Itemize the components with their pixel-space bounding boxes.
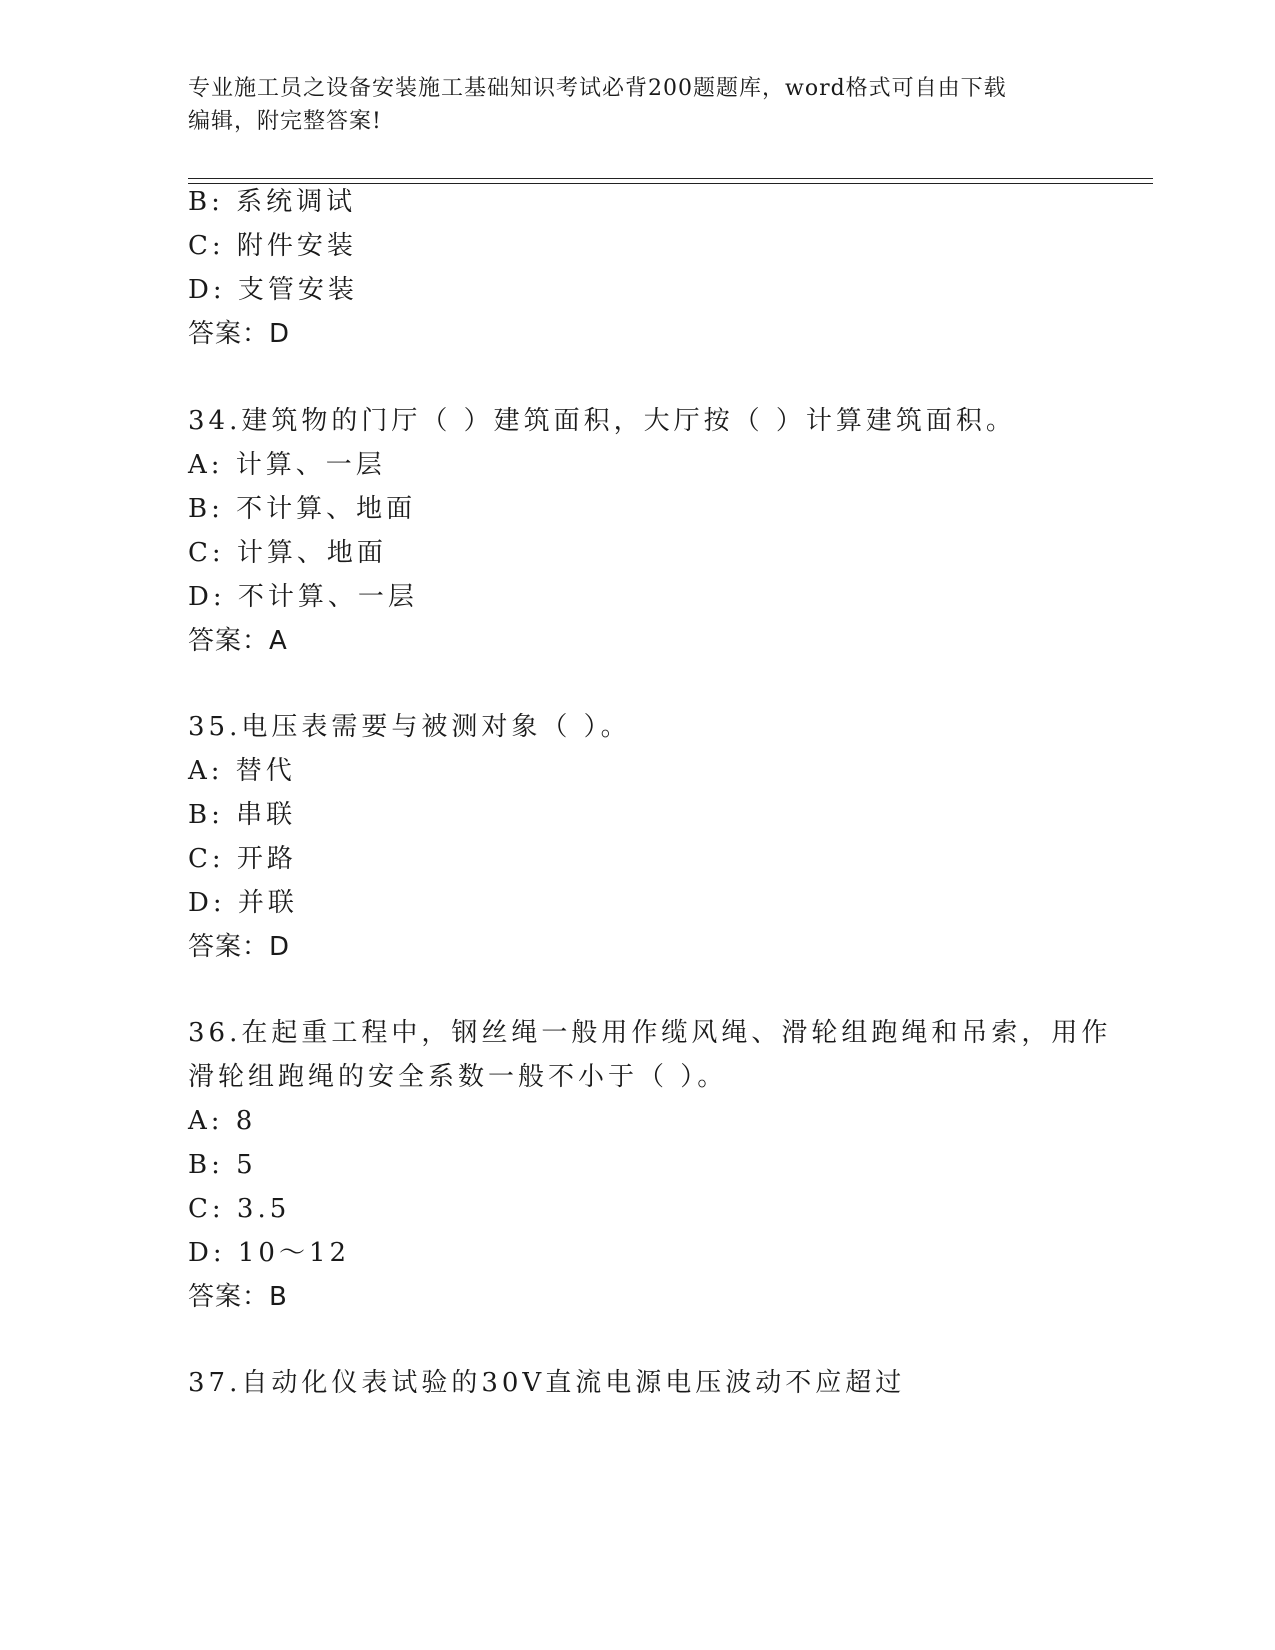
q34-question: 34.建筑物的门厅（ ）建筑面积，大厅按（ ）计算建筑面积。 — [188, 406, 1016, 436]
header-rule-top — [188, 178, 1153, 179]
header-line-2: 编辑，附完整答案! — [188, 109, 382, 134]
q36-option-c: C: 3.5 — [188, 1194, 291, 1224]
q33-option-b: B: 系统调试 — [188, 187, 357, 217]
q33-answer: 答案：D — [188, 319, 291, 349]
q34-option-a: A: 计算、一层 — [188, 450, 386, 480]
q35-option-a: A: 替代 — [188, 756, 296, 786]
q35-question: 35.电压表需要与被测对象（ ）。 — [188, 712, 631, 742]
q37-question: 37.自动化仪表试验的30V直流电源电压波动不应超过 — [188, 1368, 906, 1398]
q35-option-d: D: 并联 — [188, 888, 298, 918]
q34-answer: 答案：A — [188, 626, 288, 656]
q34-option-d: D: 不计算、一层 — [188, 582, 418, 612]
q35-answer: 答案：D — [188, 932, 291, 962]
q36-option-b: B: 5 — [188, 1150, 257, 1180]
header-line-1: 专业施工员之设备安装施工基础知识考试必背200题题库，word格式可自由下载 — [188, 76, 1007, 101]
q33-option-d: D: 支管安装 — [188, 275, 358, 305]
document-header — [188, 72, 1088, 138]
q36-question-line-1: 36.在起重工程中，钢丝绳一般用作缆风绳、滑轮组跑绳和吊索，用作 — [188, 1018, 1112, 1048]
q33-option-c: C: 附件安装 — [188, 231, 357, 261]
q36-question-line-2: 滑轮组跑绳的安全系数一般不小于（ ）。 — [188, 1062, 728, 1092]
q35-option-b: B: 串联 — [188, 800, 297, 830]
q36-answer: 答案：B — [188, 1282, 288, 1312]
q35-option-c: C: 开路 — [188, 844, 297, 874]
header-rule-bottom — [188, 183, 1153, 184]
q34-option-c: C: 计算、地面 — [188, 538, 387, 568]
q34-option-b: B: 不计算、地面 — [188, 494, 417, 524]
q36-option-a: A: 8 — [188, 1106, 257, 1136]
q36-option-d: D: 10～12 — [188, 1238, 351, 1268]
